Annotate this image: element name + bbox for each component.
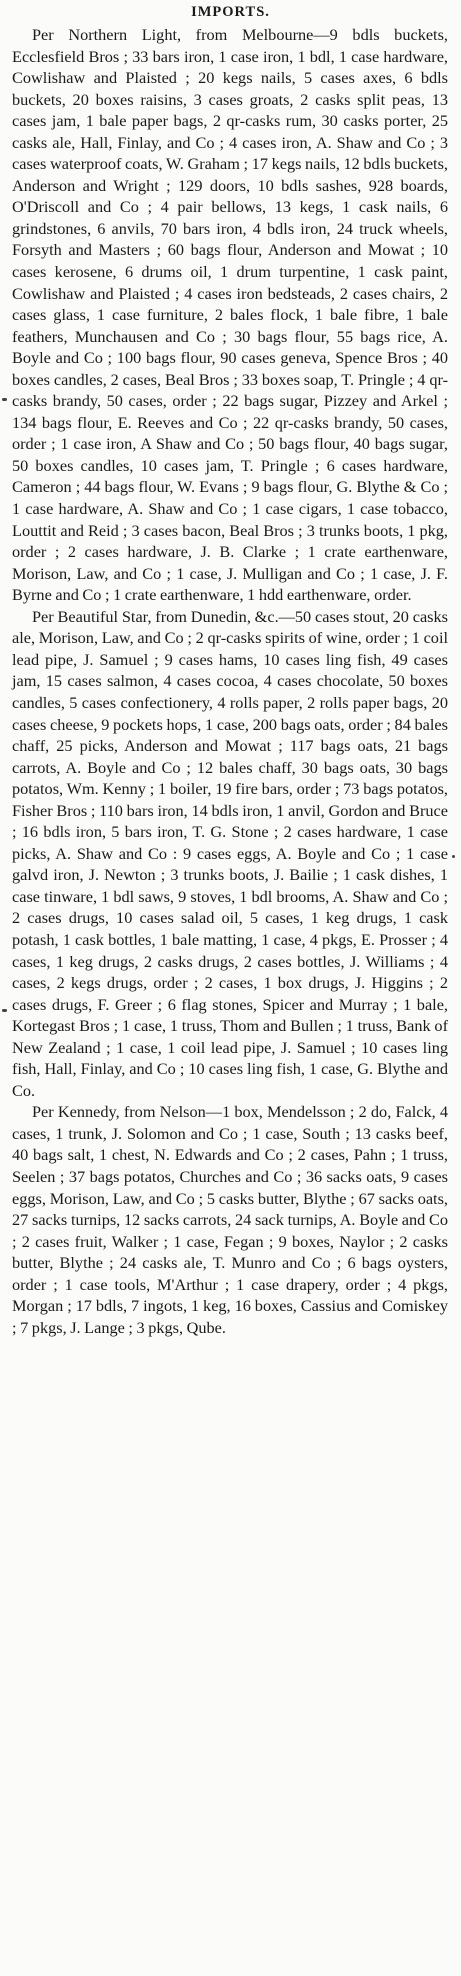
shipment-paragraph-northern-light: Per Northern Light, from Melbourne—9 bdls buckets, Ecclesfield Bros ; 33 bars iron, 1 case iron, 1 bdl, 1 case hardware, Cowlishaw and Plaisted ; 20 kegs nails, 5 cases axes, 6 bdls buckets, 20 boxes raisins, 3 cases groats, 2 casks split peas, 13 cases jam, 1 bale paper bags, 2 qr-casks rum, 30 casks porter, 25 casks ale, Hall, Finlay, and Co ; 4 cases iron, A. Shaw and Co ; 3 cases waterproof coats, W. Graham ; 17 kegs nails, 12 bdls buckets, Anderson and Wright ; 129 doors, 10 bdls sashes, 928 boards, O'Driscoll and Co ; 4 pair bellows, 13 kegs, 1 cask nails, 6 grindstones, 6 anvils, 70 bars iron, 4 bdls iron, 24 truck wheels, Forsyth and Masters ; 60 bags flour, Anderson and Mowat ; 10 cases kerosene, 6 drums oil, 1 drum turpentine, 1 cask paint, Cowlishaw and Plaisted ; 4 cases iron bedsteads, 2 cases chairs, 2 cases glass, 1 case furniture, 2 bales flock, 1 bale fibre, 1 bale feathers, Munchausen and Co ; 30 bags flour, 55 bags rice, A. Boyle and Co ; 100 bags flour, 90 cases geneva, Spence Bros ; 40 boxes candles, 2 cases, Beal Bros ; 33 boxes soap, T. Pringle ; 4 qr-casks brandy, 50 cases, order ; 22 bags sugar, Pizzey and Arkel ; 134 bags flour, E. Reeves and Co ; 22 qr-casks brandy, 50 cases, order ; 1 case iron, A Shaw and Co ; 50 bags flour, 40 bags sugar, 50 boxes candles, 10 cases jam, T. Pringle ; 6 cases hardware, Cameron ; 44 bags flour, W. Evans ; 9 bags flour, G. Blythe & Co ; 1 case hardware, A. Shaw and Co ; 1 case cigars, 1 case tobacco, Louttit and Reid ; 3 cases bacon, Beal Bros ; 3 trunks boots, 1 pkg, order ; 2 cases hardware, J. B. Clarke ; 1 crate earthenware, Morison, Law, and Co ; 1 case, J. Mulligan and Co ; 1 case, J. F. Byrne and Co ; 1 crate earthenware, 1 hdd earthenware, order.: [12, 25, 448, 605]
section-heading: IMPORTS.: [191, 4, 270, 20]
shipment-paragraph-beautiful-star: Per Beautiful Star, from Dunedin, &c.—50 cases stout, 20 casks ale, Morison, Law, and Co ; 2 qr-casks spirits of wine, order ; 1 coil lead pipe, J. Samuel ; 9 cases hams, 10 cases ling fish, 49 cases jam, 15 cases salmon, 4 cases cocoa, 4 cases chocolate, 50 boxes candles, 5 cases confectionery, 4 rolls paper, 2 rolls paper bags, 20 cases cheese, 9 pockets hops, 1 case, 200 bags oats, order ; 84 bales chaff, 25 picks, Anderson and Mowat ; 117 bags oats, 21 bags carrots, A. Boyle and Co ; 12 bales chaff, 30 bags oats, 30 bags potatos, Wm. Kenny ; 1 boiler, 19 fire bars, order ; 73 bags potatos, Fisher Bros ; 110 bars iron, 14 bdls iron, 1 anvil, Gordon and Bruce ; 16 bdls iron, 5 bars iron, T. G. Stone ; 2 cases hardware, 1 case picks, A. Shaw and Co : 9 cases eggs, A. Boyle and Co ; 1 case galvd iron, J. Newton ; 3 trunks boots, J. Bailie ; 1 cask dishes, 1 case tinware, 1 bdl saws, 9 stoves, 1 bdl brooms, A. Shaw and Co ; 2 cases drugs, 10 cases salad oil, 5 cases, 1 keg drugs, 1 cask potash, 1 cask bottles, 1 bale matting, 1 case, 4 pkgs, E. Prosser ; 4 cases, 1 keg drugs, 2 casks drugs, 2 cases bottles, J. Williams ; 4 cases, 2 kegs drugs, order ; 2 cases, 1 box drugs, J. Higgins ; 2 cases drugs, F. Greer ; 6 flag stones, Spicer and Murray ; 1 bale, Kortegast Bros ; 1 case, 1 truss, Thom and Bullen ; 1 truss, Bank of New Zealand ; 1 case, 1 coil lead pipe, J. Samuel ; 10 cases ling fish, Hall, Finlay, and Co ; 10 cases ling fish, 1 case, G. Blythe and Co.: [12, 606, 448, 1100]
print-speck: [452, 855, 455, 858]
imports-body: [12, 24, 448, 1338]
print-speck: [2, 1009, 7, 1012]
print-speck: [2, 398, 7, 401]
shipment-paragraph-kennedy: Per Kennedy, from Nelson—1 box, Mendelsson ; 2 do, Falck, 4 cases, 1 trunk, J. Solomon and Co ; 1 case, South ; 13 casks beef, 40 bags salt, 1 chest, N. Edwards and Co ; 2 cases, Pahn ; 1 truss, Seelen ; 37 bags potatos, Churches and Co ; 36 sacks oats, 9 cases eggs, Morison, Law, and Co ; 5 casks butter, Blythe ; 67 sacks oats, 27 sacks turnips, 12 sacks carrots, 24 sack turnips, A. Boyle and Co ; 2 cases fruit, Walker ; 1 case, Fegan ; 9 boxes, Naylor ; 2 casks butter, Blythe ; 24 casks ale, T. Munro and Co ; 6 bags oysters, order ; 1 case tools, M'Arthur ; 1 case drapery, order ; 4 pkgs, Morgan ; 17 bdls, 7 ingots, 1 keg, 16 boxes, Cassius and Comiskey ; 7 pkgs, J. Lange ; 3 pkgs, Qube.: [12, 1102, 448, 1337]
